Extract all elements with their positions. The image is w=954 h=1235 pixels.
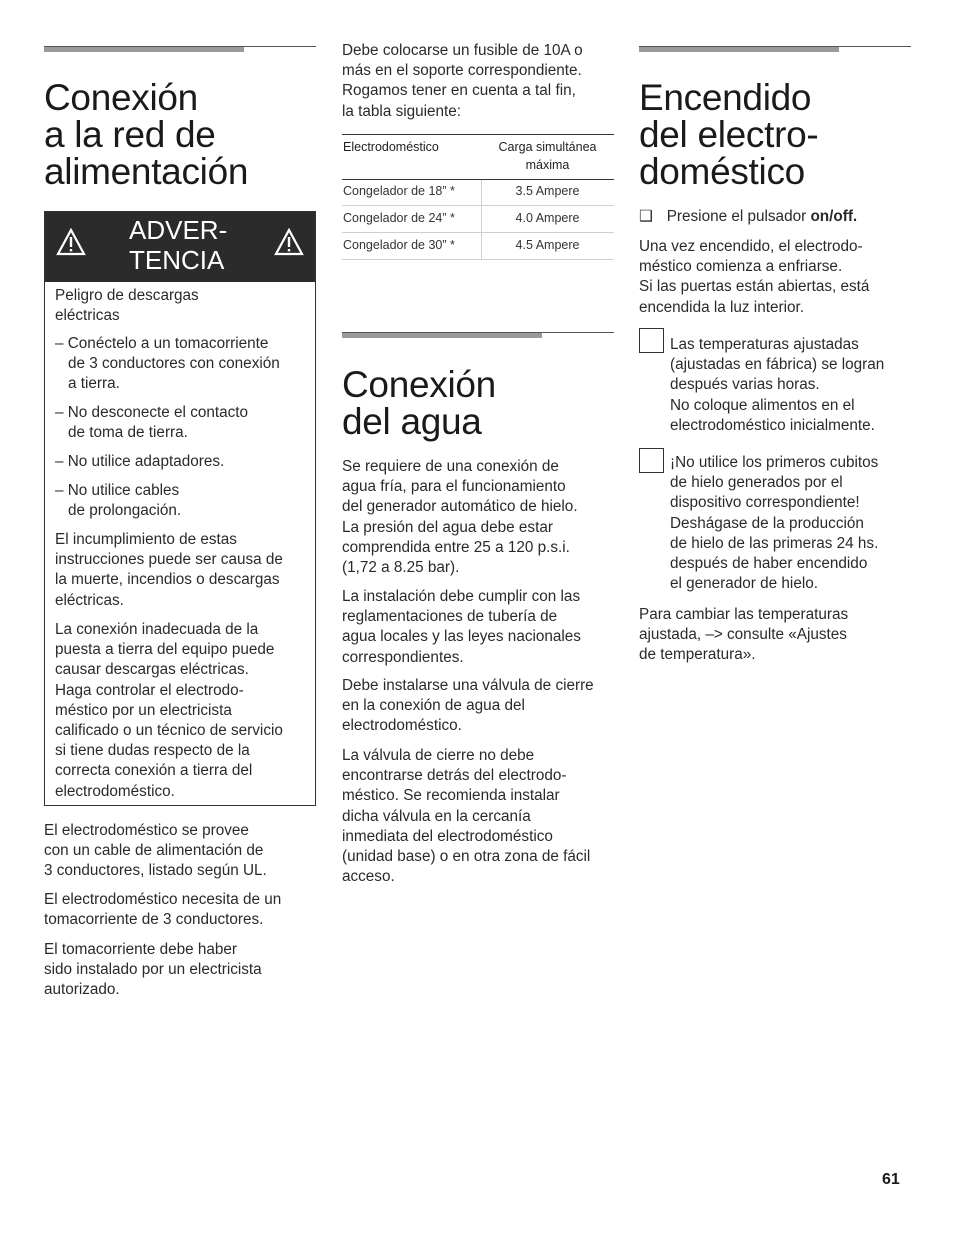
power-on-paragraph-1: Una vez encendido, el electrodo- méstico comienza a enfriarse. Si las puertas están abiertas, está encendida la luz interior.: [639, 238, 870, 316]
warning-title: ADVER- TENCIA: [129, 215, 228, 275]
page-number: 61: [882, 1171, 900, 1188]
note-temperatures: Las temperaturas ajustadas (ajustadas en fábrica) se logran después varias horas. No coloque alimentos en el electrodoméstico inicialmente.: [670, 336, 885, 434]
warning-header: [45, 212, 315, 282]
table-row-3-load: 4.5 Ampere: [515, 238, 580, 252]
note-box-icon-2: [639, 448, 664, 473]
power-paragraph-2: El electrodoméstico necesita de un tomacorriente de 3 conductores.: [44, 891, 282, 929]
warning-paragraph-2: La conexión inadecuada de la puesta a tierra del equipo puede causar descargas eléctricas. Haga controlar el electrodo- méstico por un electricista calificado o un técnico de servicio si tiene dudas respecto de la correcta conexión a tierra del electrodoméstico.: [55, 621, 283, 800]
warning-triangle-icon-left: [56, 228, 86, 256]
water-paragraph-3: Debe instalarse una válvula de cierre en la conexión de agua del electrodoméstico.: [342, 677, 594, 735]
warning-heading: Peligro de descargas eléctricas: [55, 287, 199, 325]
warning-triangle-icon-right: [274, 228, 304, 256]
warning-paragraph-1: El incumplimiento de estas instrucciones puede ser causa de la muerte, incendios o descargas eléctricas.: [55, 531, 283, 609]
section-rule-power: [44, 46, 316, 52]
warning-box: [44, 211, 316, 806]
table-row-1-appliance: Congelador de 18” *: [343, 184, 455, 198]
table-header-appliance: Electrodoméstico: [343, 140, 439, 154]
table-row-1-load: 3.5 Ampere: [515, 184, 580, 198]
heading-water-connection: Conexión del agua: [342, 364, 496, 442]
table-row-2-appliance: Congelador de 24” *: [343, 211, 455, 225]
warning-item-4: – No utilice cables de prolongación.: [55, 482, 182, 520]
warning-item-1: – Conéctelo a un tomacorriente de 3 conductores con conexión a tierra.: [55, 335, 280, 393]
on-off-label: on/off.: [810, 208, 858, 225]
warning-item-2: – No desconecte el contacto de toma de tierra.: [55, 404, 249, 442]
power-paragraph-3: El tomacorriente debe haber sido instalado por un electricista autorizado.: [44, 941, 262, 999]
table-header-load: Carga simultánea máxima: [498, 140, 597, 172]
water-paragraph-1: Se requiere de una conexión de agua fría, para el funcionamiento del generador automático de hielo. La presión del agua debe estar comprendida entre 25 a 120 p.s.i. (1,72 a 8.25 bar).: [342, 458, 578, 577]
fuse-intro: Debe colocarse un fusible de 10A o más en el soporte correspondiente. Rogamos tener en cuenta a tal fin, la tabla siguiente:: [342, 42, 583, 120]
section-rule-water: [342, 332, 614, 338]
table-row-3-appliance: Congelador de 30” *: [343, 238, 455, 252]
note-box-icon-1: [639, 328, 664, 353]
power-paragraph-1: El electrodoméstico se provee con un cable de alimentación de 3 conductores, listado según UL.: [44, 822, 267, 880]
warning-item-3: – No utilice adaptadores.: [55, 453, 225, 470]
table-row-2-load: 4.0 Ampere: [515, 211, 580, 225]
heading-power-on: Encendido del electro- doméstico: [639, 77, 819, 192]
step-checkbox-icon: ❑: [639, 208, 653, 225]
water-paragraph-2: La instalación debe cumplir con las reglamentaciones de tubería de agua locales y las leyes nacionales correspondientes.: [342, 588, 581, 666]
heading-power-connection: Conexión a la red de alimentación: [44, 77, 249, 192]
section-rule-power-on: [639, 46, 911, 52]
note-ice-cubes: ¡No utilice los primeros cubitos de hielo generados por el dispositivo correspondiente! Deshágase de la producción de hielo de las primeras 24 hs. después de haber encendido el generador de hielo.: [670, 454, 879, 593]
step-press-button: ❑ Presione el pulsador on/off.: [639, 208, 858, 225]
water-paragraph-4: La válvula de cierre no debe encontrarse detrás del electrodo- méstico. Se recomienda instalar dicha válvula en la cercanía inmediata del electrodoméstico (unidad base) o en otra zona de fácil acceso.: [342, 747, 591, 886]
power-on-paragraph-2: Para cambiar las temperaturas ajustada, –> consulte «Ajustes de temperatura».: [639, 606, 849, 664]
